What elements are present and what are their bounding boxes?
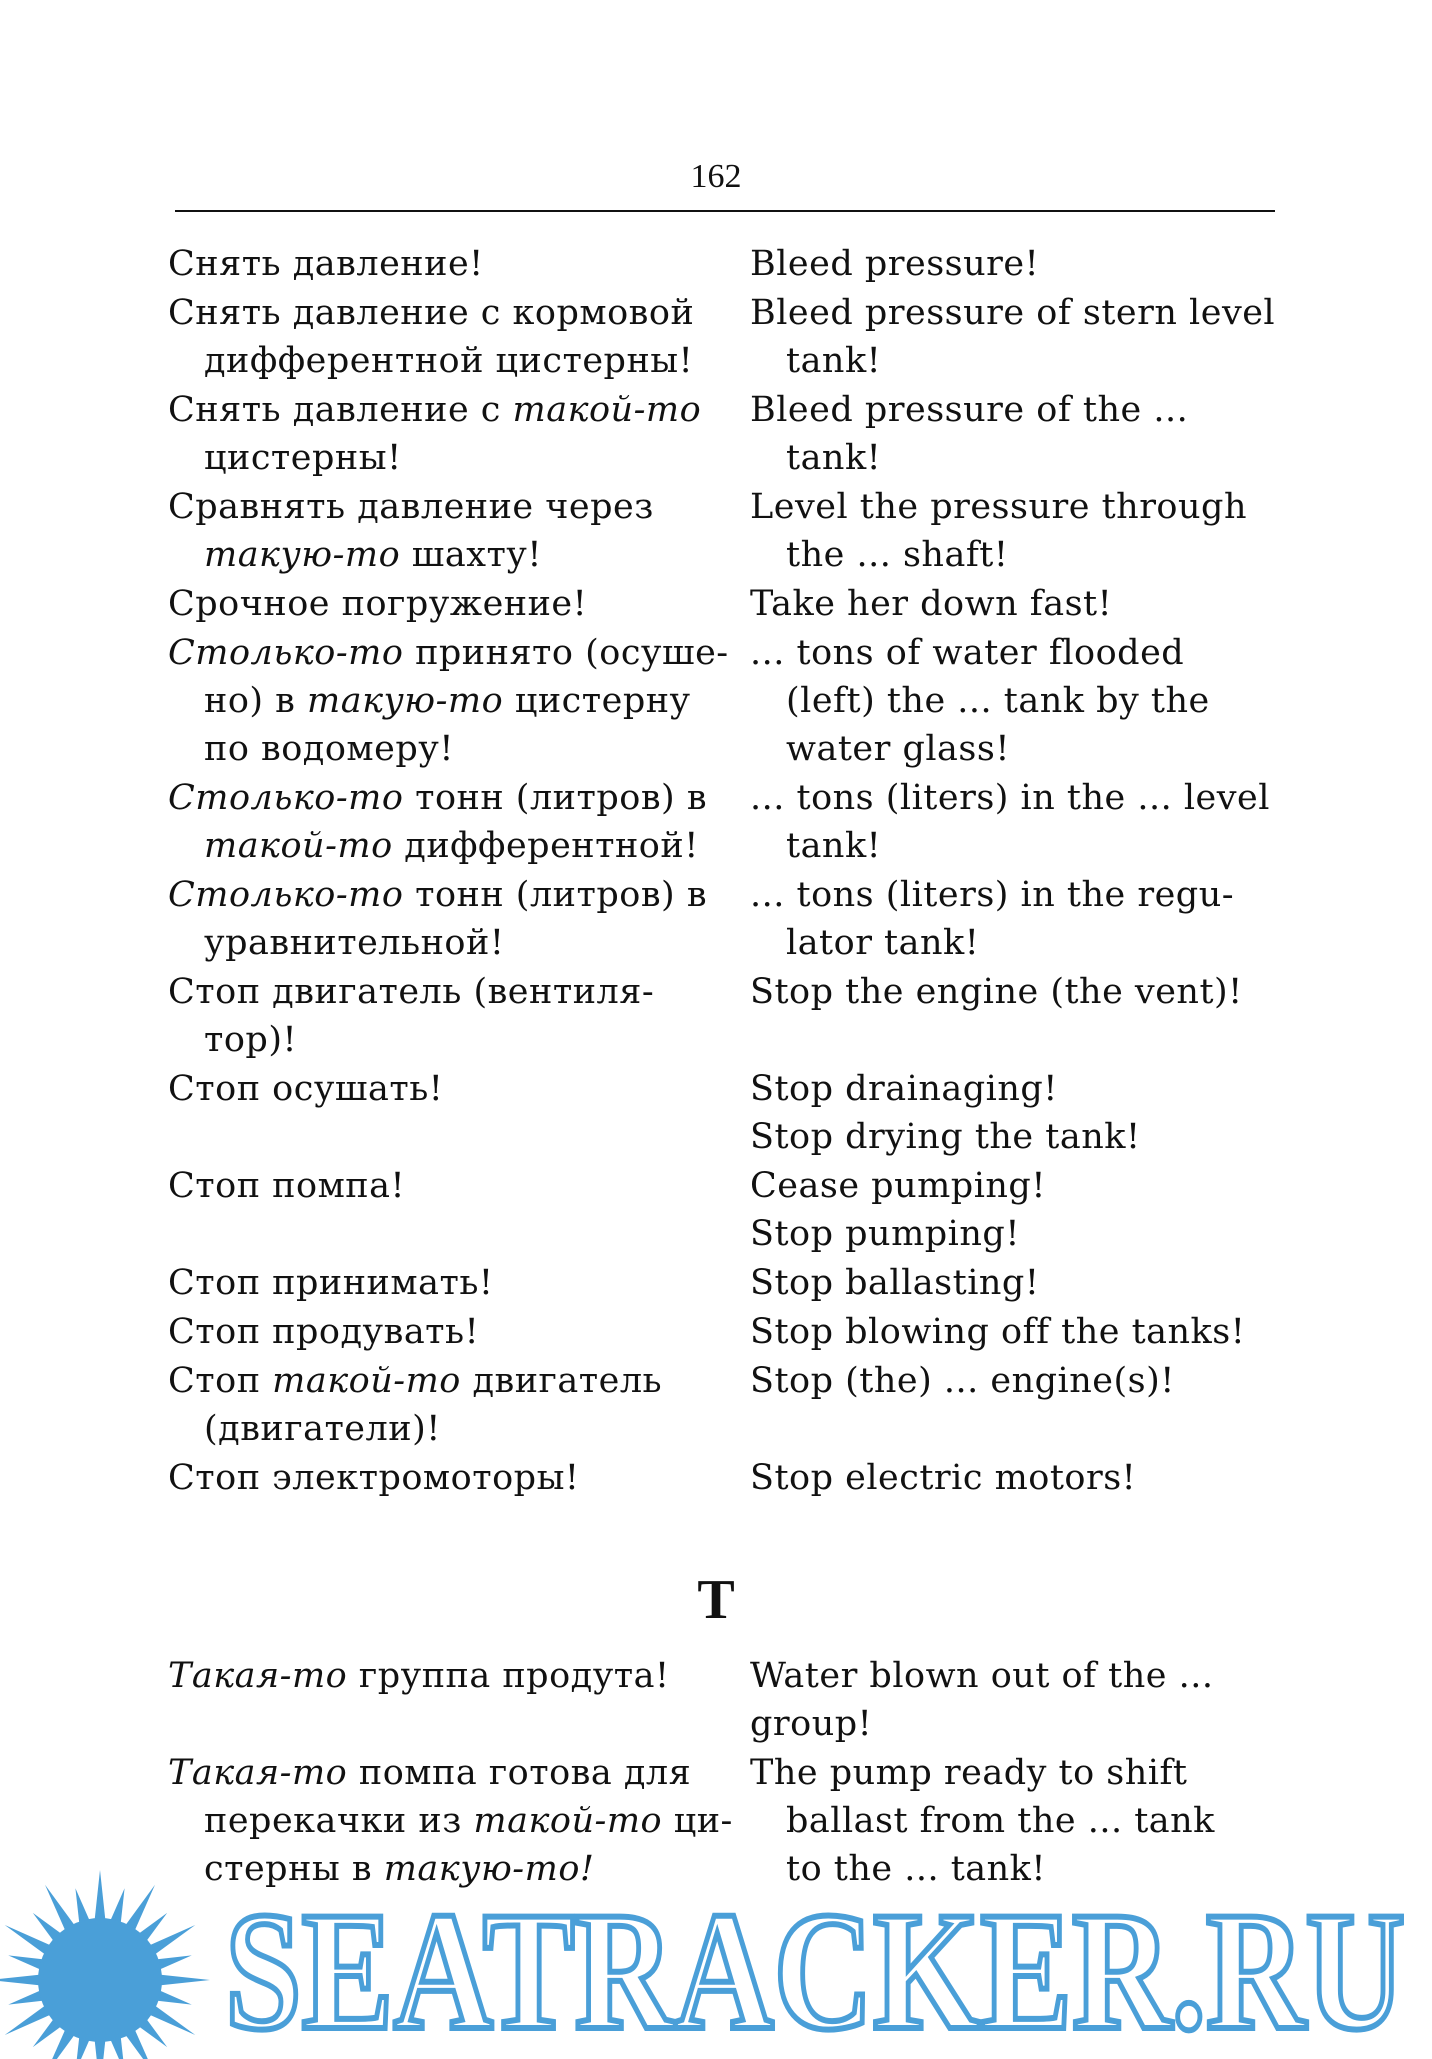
russian-line: Снять давление с кормовой: [168, 293, 695, 333]
italic-placeholder: такую-то: [307, 681, 504, 721]
italic-placeholder: такую-то!: [383, 1849, 595, 1889]
italic-placeholder: такой-то: [272, 1361, 461, 1401]
english-line: tank!: [786, 341, 882, 381]
sun-ray: [160, 1975, 210, 1986]
russian-line: Сравнять давление через: [168, 487, 654, 527]
russian-line: цистерны!: [204, 438, 402, 478]
english-line: lator tank!: [786, 923, 980, 963]
russian-line: Стоп двигатель (вентиля-: [168, 972, 655, 1012]
english-line: Bleed pressure of stern level: [750, 293, 1276, 333]
russian-line: Срочное погружение!: [168, 584, 588, 624]
russian-line: такую-то шахту!: [204, 535, 542, 575]
english-line: group!: [750, 1704, 873, 1744]
english-line: tank!: [786, 826, 882, 866]
english-line: ... tons of water flooded: [750, 633, 1185, 673]
english-line: Stop the engine (the vent)!: [750, 972, 1243, 1012]
russian-line: Стоп осушать!: [168, 1069, 444, 1109]
english-line: the ... shaft!: [786, 535, 1009, 575]
english-line: water glass!: [786, 729, 1010, 769]
italic-placeholder: Такая-то: [168, 1656, 348, 1696]
english-line: ... tons (liters) in the regu-: [750, 875, 1235, 915]
section-letter: Т: [697, 1569, 735, 1631]
russian-line: (двигатели)!: [204, 1409, 441, 1449]
italic-placeholder: такую-то: [204, 535, 401, 575]
sun-ray: [75, 1888, 89, 1923]
english-line: (left) the ... tank by the: [786, 681, 1210, 721]
russian-line: тор)!: [204, 1020, 298, 1060]
sun-ray: [5, 2005, 51, 2035]
sun-ray: [8, 1990, 43, 2004]
russian-line: Стоп принимать!: [168, 1263, 494, 1303]
russian-line: уравнительной!: [204, 923, 505, 963]
italic-placeholder: Столько-то: [168, 875, 404, 915]
sun-ray: [45, 1885, 75, 1931]
english-line: Stop (the) ... engine(s)!: [750, 1361, 1175, 1401]
sun-ray: [0, 1975, 40, 1986]
russian-line: но) в такую-то цистерну: [204, 681, 691, 721]
russian-line: Снять давление!: [168, 244, 484, 284]
sun-ray: [125, 1885, 155, 1931]
english-line: ballast from the ... tank: [786, 1801, 1215, 1841]
english-line: Bleed pressure of the ...: [750, 390, 1189, 430]
english-line: Stop electric motors!: [750, 1458, 1137, 1498]
sun-ray: [156, 1990, 191, 2004]
sun-disc: [38, 1918, 162, 2042]
sun-ray: [110, 1888, 124, 1923]
english-line: tank!: [786, 438, 882, 478]
russian-line: Такая-то помпа готова для: [168, 1753, 692, 1793]
russian-line: стерны в такую-то!: [204, 1849, 595, 1889]
russian-line: Такая-то группа продута!: [168, 1656, 670, 1696]
russian-line: Столько-то принято (осуше-: [168, 633, 729, 673]
english-line: Level the pressure through: [750, 487, 1247, 527]
russian-line: дифферентной цистерны!: [204, 341, 694, 381]
english-line: Cease pumping!: [750, 1166, 1046, 1206]
russian-line: Столько-то тонн (литров) в: [168, 778, 708, 818]
watermark-text: SEATRACKER.RU: [225, 1877, 1405, 2059]
sun-ray: [156, 1955, 191, 1969]
english-line: Take her down fast!: [750, 584, 1113, 624]
sun-ray: [8, 1955, 43, 1969]
russian-line: Стоп электромоторы!: [168, 1458, 580, 1498]
watermark: [0, 1860, 1432, 2059]
english-line: Bleed pressure!: [750, 244, 1040, 284]
italic-placeholder: такой-то: [512, 390, 702, 430]
russian-line: перекачки из такой-то ци-: [204, 1801, 733, 1841]
russian-line: Стоп помпа!: [168, 1166, 406, 1206]
english-line: Stop drying the tank!: [750, 1117, 1141, 1157]
english-line: The pump ready to shift: [750, 1753, 1188, 1793]
sun-ray: [95, 2040, 106, 2059]
italic-placeholder: Столько-то: [168, 778, 404, 818]
page-number: 162: [690, 158, 742, 195]
english-line: Stop ballasting!: [750, 1263, 1040, 1303]
sun-ray: [149, 1925, 195, 1955]
russian-line: по водомеру!: [204, 729, 454, 769]
header-rule: [175, 210, 1275, 212]
sun-ray: [95, 1870, 106, 1920]
english-line: Stop blowing off the tanks!: [750, 1312, 1246, 1352]
russian-line: Стоп такой-то двигатель: [168, 1361, 663, 1401]
russian-line: такой-то дифферентной!: [204, 826, 699, 866]
english-line: ... tons (liters) in the ... level: [750, 778, 1270, 818]
english-line: to the ... tank!: [786, 1849, 1046, 1889]
english-line: Stop pumping!: [750, 1214, 1020, 1254]
italic-placeholder: такой-то: [473, 1801, 663, 1841]
italic-placeholder: Столько-то: [168, 633, 404, 673]
watermark-graphic: [0, 1860, 1432, 2059]
italic-placeholder: такой-то: [204, 826, 393, 866]
sun-icon: [0, 1870, 210, 2059]
sun-ray: [149, 2005, 195, 2035]
english-line: Water blown out of the ...: [750, 1656, 1214, 1696]
russian-line: Стоп продувать!: [168, 1312, 480, 1352]
russian-line: Снять давление с такой-то: [168, 390, 702, 430]
english-line: Stop drainaging!: [750, 1069, 1058, 1109]
russian-line: Столько-то тонн (литров) в: [168, 875, 708, 915]
italic-placeholder: Такая-то: [168, 1753, 348, 1793]
sun-ray: [5, 1925, 51, 1955]
